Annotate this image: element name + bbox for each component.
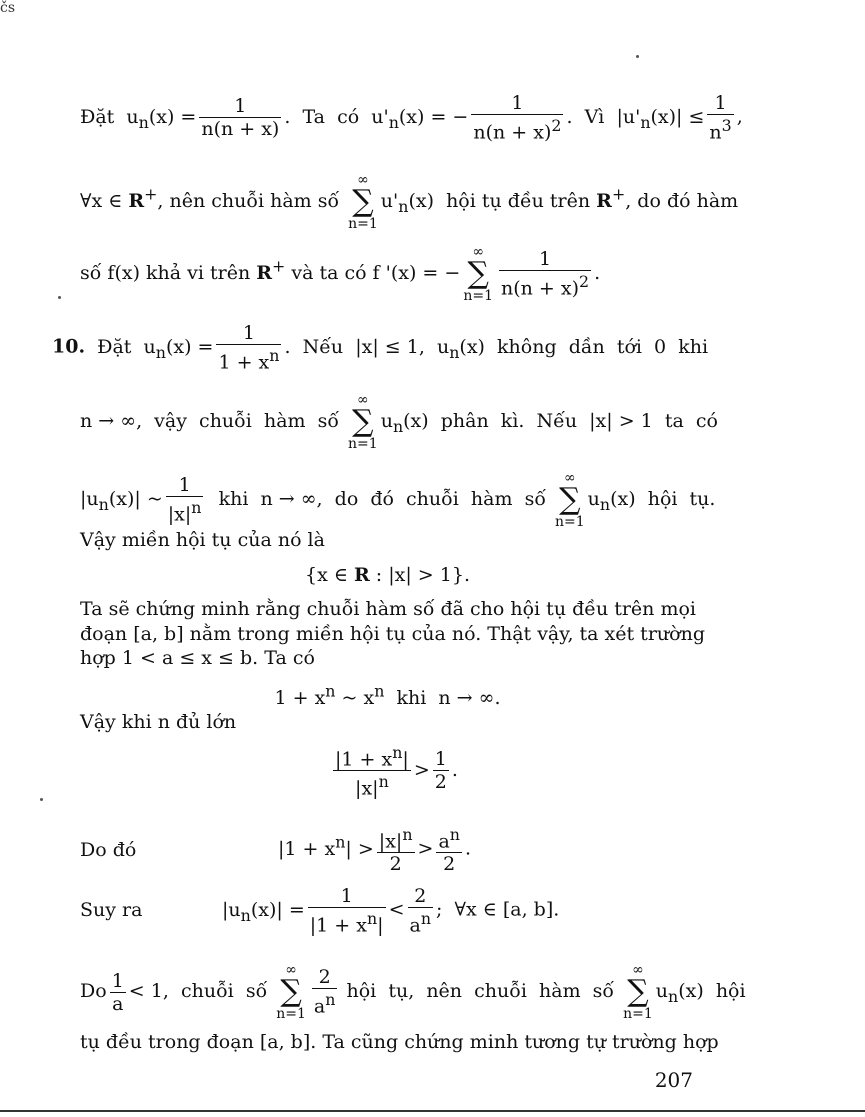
speck <box>58 296 61 299</box>
text-line-5: n → ∞, vậy chuỗi hàm số ∞ ∑ n=1 $u_n(x)$ phân kì. Nếu |x| > 1 ta có <box>80 392 718 452</box>
speck <box>40 798 43 801</box>
text-line-1: Đặt $u_n(x)$ = $\frac{1}{n(n + x)}$ . Ta có $u'_n(x)$ = − $\frac{1}{n(n + x)^2}$ . Vì $|u'_n(x)|$ ≤ $\frac{1}{n^3}$ , <box>80 92 743 144</box>
text-line-9: Ta sẽ chứng minh rằng chuỗi hàm số đã cho hội tụ đều trên mọi <box>80 598 696 620</box>
text-line-4: 10. Đặt $u_n(x)$ = $\frac{1}{1 + x^n}$ . Nếu |x| ≤ 1, $u_n(x)$ không dần tới 0 khi <box>52 322 709 374</box>
text-line-15: Do đó <box>80 839 137 861</box>
text-line-13: Vậy khi n đủ lớn <box>80 711 237 733</box>
speck <box>636 55 639 58</box>
text-line-8: {x ∈ R : |x| > 1}. <box>305 564 470 586</box>
text-line-14: $\frac{|1 + x^n|}{|x|^n}$ > $\frac{1}{2}$ . <box>335 743 458 800</box>
text-line-20: tụ đều trong đoạn [a, b]. Ta cũng chứng minh tương tự trường hợp <box>80 1031 719 1053</box>
text-line-17: Suy ra <box>80 899 143 921</box>
page-number: 207 <box>654 1068 693 1092</box>
text-line-7: Vậy miền hội tụ của nó là <box>80 529 325 551</box>
text-line-11: hợp 1 < a ≤ x ≤ b. Ta có <box>80 647 315 669</box>
page-edge <box>0 1110 865 1112</box>
text-line-19: Do $\frac{1}{a}$ < 1, chuỗi số ∞ ∑ n=1 $\frac{2}{a^n}$ hội tụ, nên chuỗi hàm số ∞ ∑ n=1 $u_n(x)$ hội <box>80 962 746 1022</box>
text-line-3: số f(x) khả vi trên R+ và ta có f '(x) = − ∞ ∑ n=1 $\frac{1}{n(n + x)^2}$ . <box>80 244 601 304</box>
text-line-6: $|u_n(x)|$ ~ $\frac{1}{|x|^n}$ khi n → ∞, do đó chuỗi hàm số ∞ ∑ n=1 $u_n(x)$ hội tụ. <box>80 470 716 530</box>
text-line-12: $1 + x^n$ ~ $x^n$ khi n → ∞. <box>274 682 501 710</box>
text-line-18: $|u_n(x)|$ = $\frac{1}{|1 + x^n|}$ < $\frac{2}{a^n}$ ; ∀x ∈ [a, b]. <box>222 885 560 937</box>
text-line-10: đoạn [a, b] nằm trong miền hội tụ của nó. Thật vậy, ta xét trường <box>80 623 705 645</box>
text-line-2: ∀x ∈ R+, nên chuỗi hàm số ∞ ∑ n=1 $u'_n(x)$ hội tụ đều trên R+, do đó hàm <box>80 172 739 232</box>
corner-mark: čs <box>0 0 16 16</box>
text-line-16: $|1 + x^n|$ > $\frac{|x|^n}{2}$ > $\frac{a^n}{2}$ . <box>278 825 472 876</box>
